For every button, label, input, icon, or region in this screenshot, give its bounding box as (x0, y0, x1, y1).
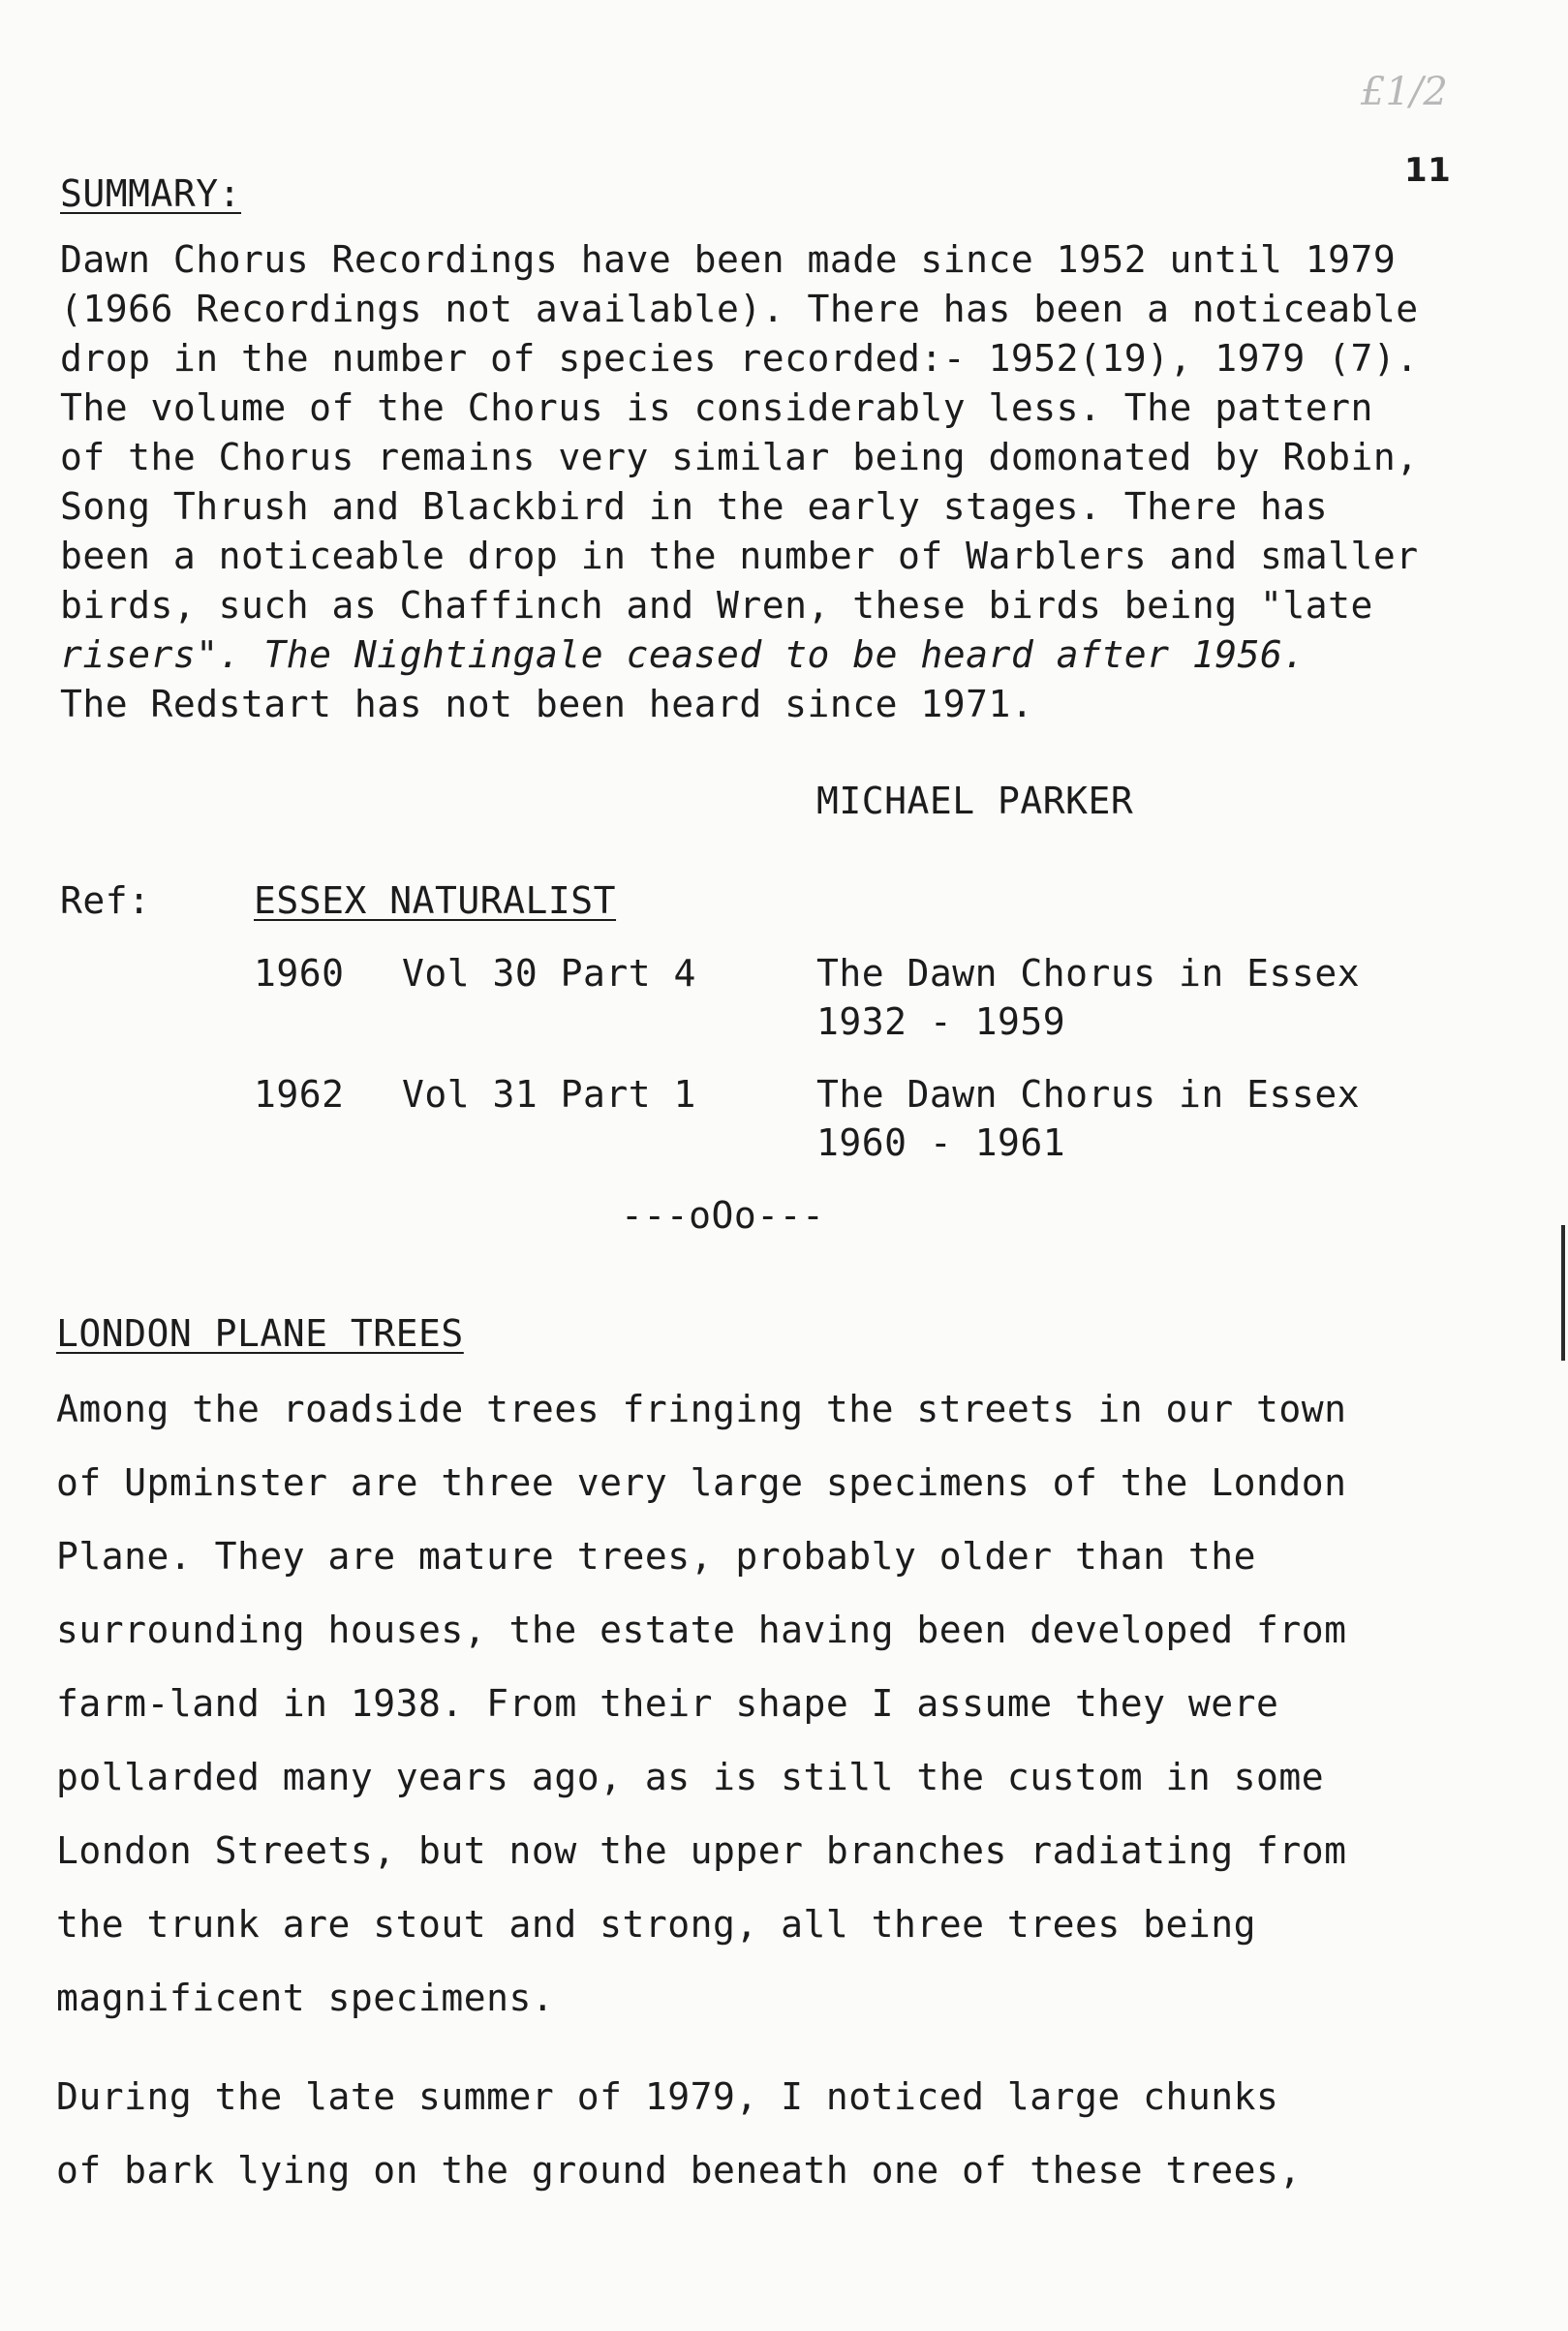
body-line: of Upminster are three very large specimens of the London (56, 1461, 1347, 1504)
reference-title: The Dawn Chorus in Essex (816, 952, 1361, 995)
summary-line: been a noticeable drop in the number of Warblers and smaller (60, 535, 1419, 577)
summary-line: Dawn Chorus Recordings have been made since 1952 until 1979 (60, 238, 1397, 281)
summary-line: The volume of the Chorus is considerably less. The pattern (60, 386, 1373, 429)
body-line: the trunk are stout and strong, all three trees being (56, 1903, 1257, 1946)
reference-volume: Vol 30 Part 4 (402, 952, 696, 995)
summary-line: drop in the number of species recorded:- 1952(19), 1979 (7). (60, 337, 1419, 380)
body-line: of bark lying on the ground beneath one of these trees, (56, 2149, 1302, 2192)
summary-line: risers". The Nightingale ceased to be heard after 1956. (60, 633, 1306, 676)
reference-period: 1960 - 1961 (816, 1121, 1066, 1164)
section-separator: ---oOo--- (621, 1194, 825, 1237)
london-plane-heading: LONDON PLANE TREES (56, 1312, 464, 1355)
body-line: pollarded many years ago, as is still the custom in some (56, 1756, 1325, 1798)
body-line: During the late summer of 1979, I noticed large chunks (56, 2075, 1279, 2118)
summary-line: The Redstart has not been heard since 1971. (60, 683, 1034, 725)
author-name: MICHAEL PARKER (816, 780, 1134, 822)
reference-period: 1932 - 1959 (816, 1000, 1066, 1043)
body-line: Plane. They are mature trees, probably older than the (56, 1535, 1257, 1578)
body-line: Among the roadside trees fringing the streets in our town (56, 1388, 1347, 1430)
summary-line: (1966 Recordings not available). There has been a noticeable (60, 288, 1419, 330)
summary-line: of the Chorus remains very similar being domonated by Robin, (60, 436, 1419, 478)
summary-line: birds, such as Chaffinch and Wren, these birds being "late (60, 584, 1373, 627)
body-line: surrounding houses, the estate having been developed from (56, 1609, 1347, 1651)
page-number: 11 (1404, 151, 1452, 190)
reference-year: 1962 (254, 1073, 345, 1116)
reference-title: The Dawn Chorus in Essex (816, 1073, 1361, 1116)
reference-volume: Vol 31 Part 1 (402, 1073, 696, 1116)
reference-year: 1960 (254, 952, 345, 995)
references-publication: ESSEX NATURALIST (254, 879, 617, 922)
summary-line: Song Thrush and Blackbird in the early stages. There has (60, 485, 1329, 528)
page-edge-mark (1561, 1225, 1565, 1361)
body-line: farm-land in 1938. From their shape I assume they were (56, 1682, 1279, 1725)
summary-heading: SUMMARY: (60, 172, 242, 215)
pencil-margin-note: £1/2 (1361, 70, 1448, 114)
references-label: Ref: (60, 879, 151, 922)
body-line: London Streets, but now the upper branches radiating from (56, 1829, 1347, 1872)
body-line: magnificent specimens. (56, 1977, 555, 2019)
